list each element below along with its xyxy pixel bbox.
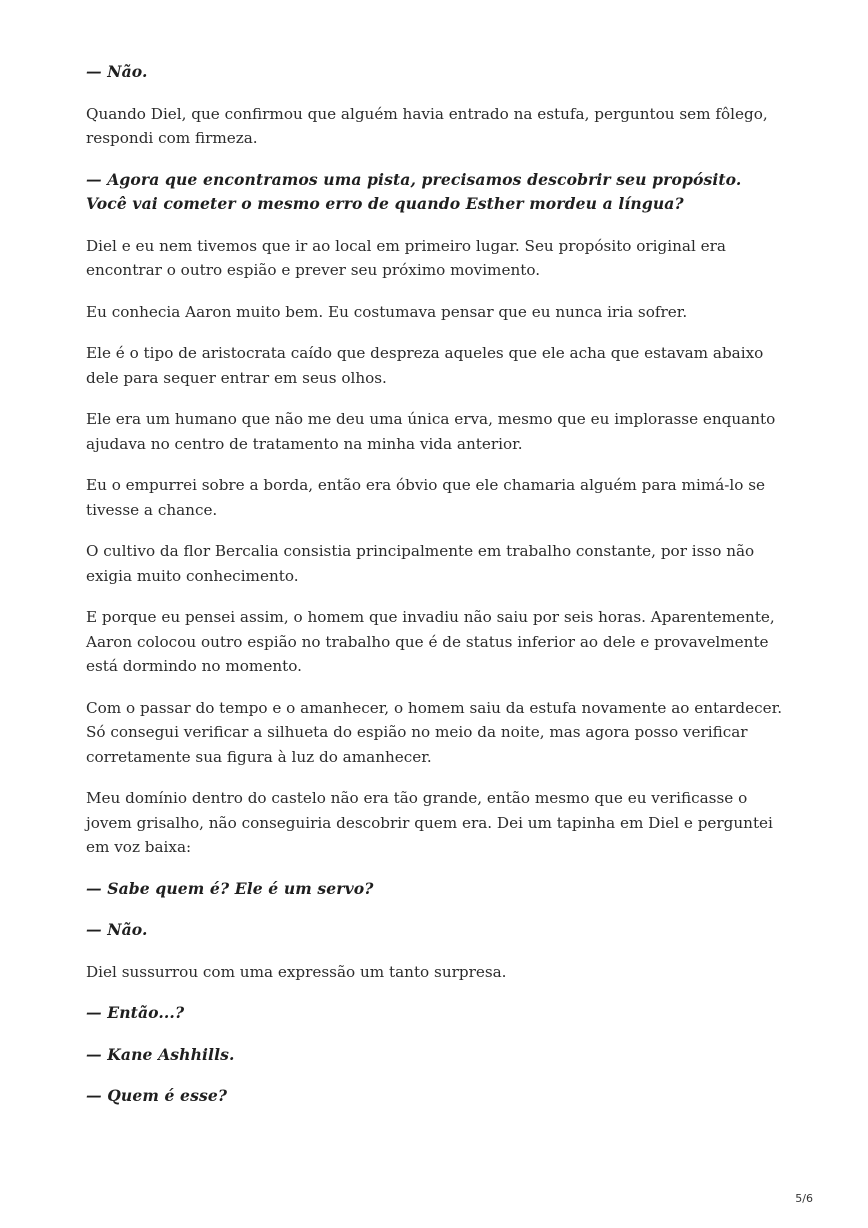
narration-paragraph: Quando Diel, que confirmou que alguém havia entrado na estufa, perguntou sem fôlego, respondi com firmeza. [86, 104, 768, 147]
narration-paragraph: Eu conhecia Aaron muito bem. Eu costumava pensar que eu nunca iria sofrer. [86, 302, 688, 321]
narration-paragraph: Meu domínio dentro do castelo não era tão grande, então mesmo que eu verificasse o jovem grisalho, não conseguiria descobrir quem era. Dei um tapinha em Diel e perguntei em voz baixa: [86, 789, 773, 856]
narration-paragraph: O cultivo da flor Bercalia consistia principalmente em trabalho constante, por isso não exigia muito conhecimento. [86, 542, 755, 585]
dialogue-line: — Não. [86, 62, 148, 81]
dialogue-line: — Então...? [86, 1003, 185, 1022]
page-number: 5/6 [795, 1192, 813, 1205]
narration-paragraph: Ele era um humano que não me deu uma única erva, mesmo que eu implorasse enquanto ajudava no centro de tratamento na minha vida anterior. [86, 410, 776, 453]
dialogue-line: — Sabe quem é? Ele é um servo? [86, 878, 374, 898]
narration-paragraph: Com o passar do tempo e o amanhecer, o homem saiu da estufa novamente ao entardecer. Só consegui verificar a silhueta do espião no meio da noite, mas agora posso verificar corretamente sua figura à luz do amanhecer. [86, 698, 783, 766]
dialogue-line: — Kane Ashhills. [86, 1044, 235, 1064]
narration-paragraph: Eu o empurrei sobre a borda, então era óbvio que ele chamaria alguém para mimá-lo se tivesse a chance. [86, 476, 766, 519]
narration-paragraph: Diel e eu nem tivemos que ir ao local em primeiro lugar. Seu propósito original era encontrar o outro espião e prever seu próximo movimento. [86, 236, 726, 279]
narration-paragraph: Diel sussurrou com uma expressão um tanto surpresa. [86, 962, 507, 981]
narration-paragraph: Ele é o tipo de aristocrata caído que despreza aqueles que ele acha que estavam abaixo dele para sequer entrar em seus olhos. [86, 344, 764, 387]
narration-paragraph: E porque eu pensei assim, o homem que invadiu não saiu por seis horas. Aparentemente, Aaron colocou outro espião no trabalho que é de status inferior ao dele e provavelmente está dormindo no momento. [86, 608, 775, 675]
dialogue-line: — Agora que encontramos uma pista, precisamos descobrir seu propósito. Você vai cometer o mesmo erro de quando Esther mordeu a língua? [86, 169, 742, 213]
dialogue-line: — Não. [86, 920, 148, 939]
document-page [86, 60, 786, 1126]
dialogue-line: — Quem é esse? [86, 1086, 228, 1105]
